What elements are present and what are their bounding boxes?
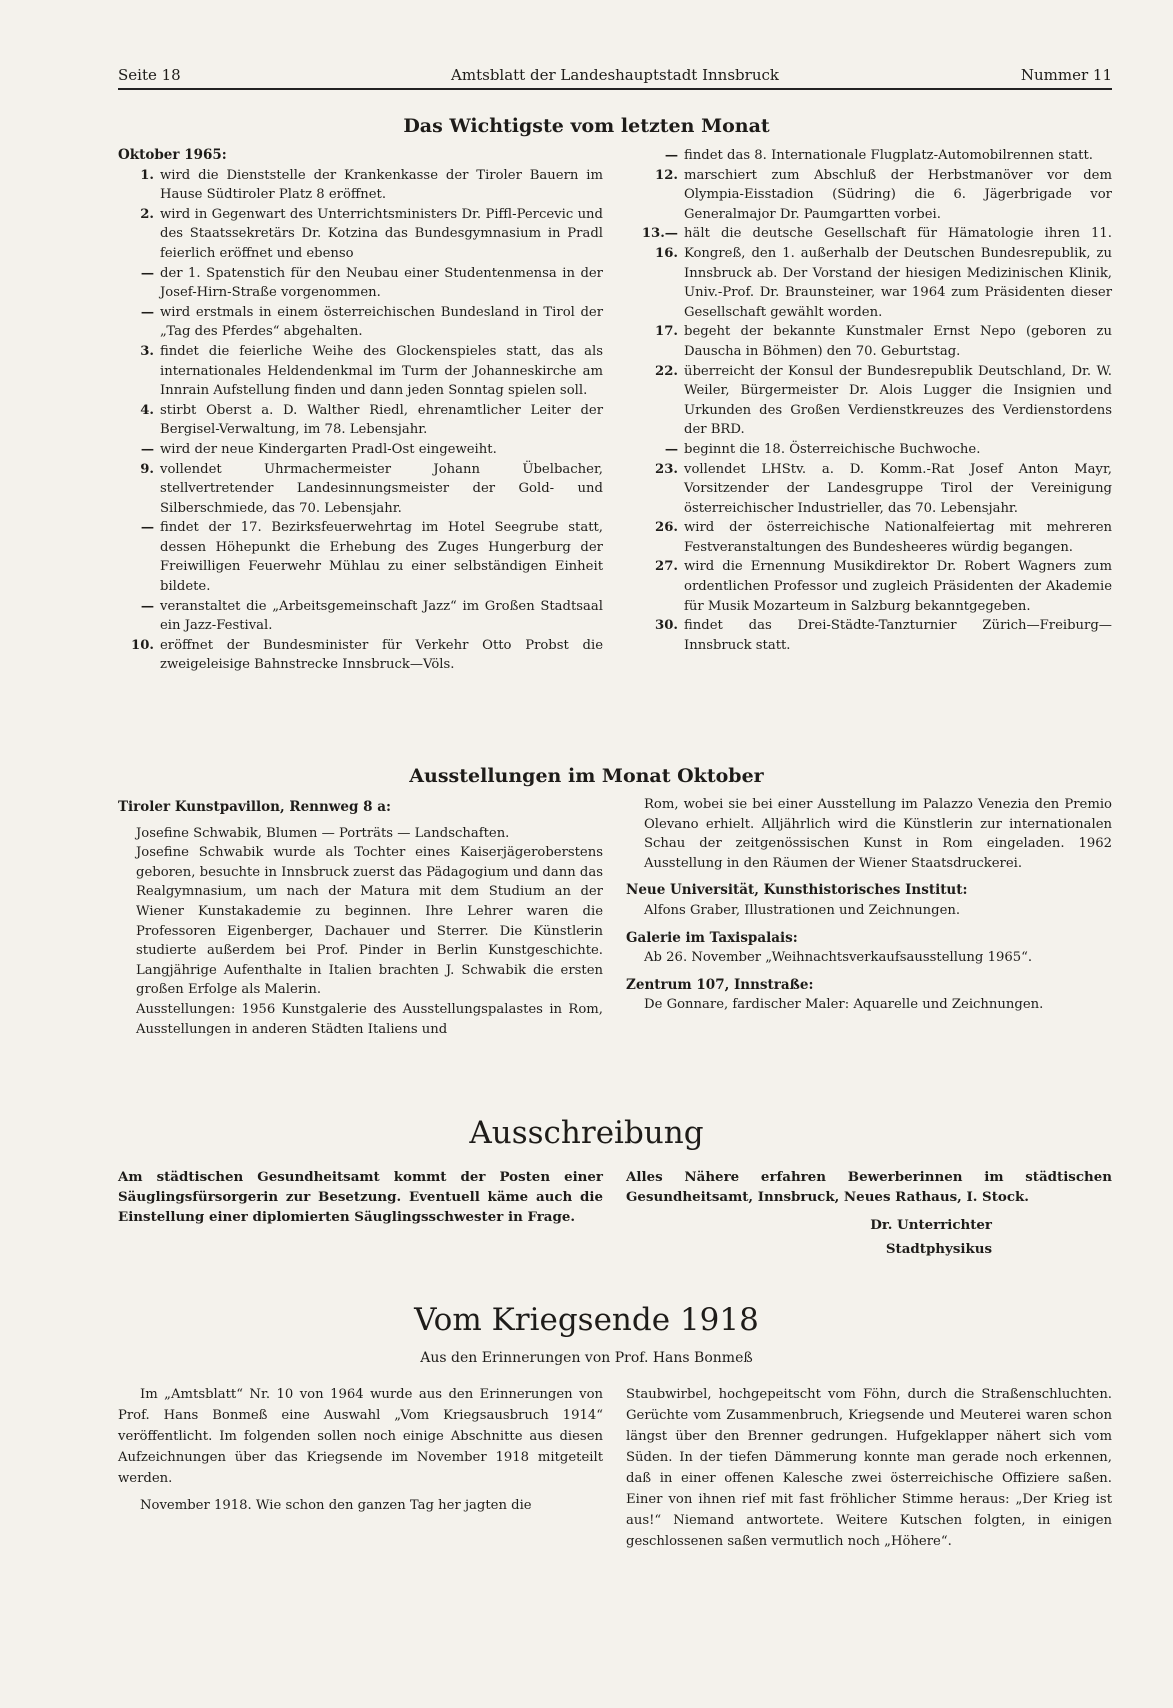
entry-text: marschiert zum Abschluß der Herbstmanöver vor dem Olympia-Eisstadion (Südring) die 6. Jägerbrigade vor Generalmajor Dr. Paumgartten vorbei. [684, 167, 1112, 222]
entry-text: findet das 8. Internationale Flugplatz-Automobilrennen statt. [684, 148, 1093, 163]
news-entry [118, 401, 603, 440]
news-entry [626, 322, 1112, 361]
article-left-column [118, 1384, 603, 1516]
entry-text: vollendet Uhrmachermeister Johann Übelbacher, stellvertretender Landesinnungsmeister der Gold- und Silberschmiede, das 70. Lebensjahr. [160, 461, 603, 516]
announcement-left: Am städtischen Gesundheitsamt kommt der Posten einer Säuglingsfürsorgerin zur Besetzung. Eventuell käme auch die Einstellung einer diplomierten Säuglingsschwester in Frage. [118, 1169, 603, 1225]
entry-text: überreicht der Konsul der Bundesrepublik Deutschland, Dr. W. Weiler, Bürgermeister Dr. Alois Lugger die Insignien und Urkunden des Großen Verdienstkreuzes des Verdienstordens der BRD. [684, 363, 1112, 438]
entry-text: wird erstmals in einem österreichischen Bundesland in Tirol der „Tag des Pferdes“ abgehalten. [160, 304, 603, 340]
news-entry [118, 440, 603, 460]
entry-date: — [664, 441, 678, 457]
news-entry [118, 342, 603, 401]
news-entry [626, 440, 1112, 460]
article-subtitle: Aus den Erinnerungen von Prof. Hans Bonmeß [420, 1350, 753, 1366]
paragraph: Ausstellungen: 1956 Kunstgalerie des Ausstellungspalastes in Rom, Ausstellungen in anderen Städten Italiens und [136, 1001, 603, 1037]
announcement-text: Alles Nähere erfahren Bewerberinnen im städtischen Gesundheitsamt, Innsbruck, Neues Rathaus, I. Stock. [626, 1169, 1112, 1205]
entry-text: der 1. Spatenstich für den Neubau einer Studentenmensa in der Josef-Hirn-Straße vorgenommen. [160, 265, 603, 301]
news-entry [118, 303, 603, 342]
entry-text: findet der 17. Bezirksfeuerwehrtag im Hotel Seegrube statt, dessen Höhepunkt die Erhebung des Zuges Hungerburg der Freiwilligen Feuerwehr Mühlau zu einer selbständigen Einheit bildete. [160, 520, 603, 595]
entry-date: — [140, 441, 154, 457]
page-header [118, 66, 1112, 90]
section-title-announcement: Ausschreibung [469, 1115, 704, 1151]
announcement-right [626, 1167, 1112, 1259]
paragraph: Josefine Schwabik wurde als Tochter eines Kaiserjägeroberstens geboren, besuchte in Innsbruck zuerst das Pädagogium und dann das Realgymnasium, um nach der Matura mit dem Studium an der Wiener Kunstakademie zu beginnen. Ihre Lehrer waren die Professoren Eigenberger, Dachauer und Sterrer. Die Künstlerin studierte außerdem bei Prof. Pinder in Berlin Kunstgeschichte. Langjährige Aufenthalte in Italien brachten J. Schwabik die ersten großen Erfolge als Malerin. [136, 845, 603, 998]
entry-date: 30. [655, 618, 678, 634]
entry-date: 1. [140, 167, 154, 183]
paragraph: Im „Amtsblatt“ Nr. 10 von 1964 wurde aus den Erinnerungen von Prof. Hans Bonmeß eine Auswahl „Vom Kriegsausbruch 1914“ veröffentlicht. Im folgenden sollen noch einige Abschnitte aus diesen Aufzeichnungen über das Kriegsende im November 1918 mitgeteilt werden. [118, 1387, 603, 1486]
venue-text: Ab 26. November „Weihnachtsverkaufsausstellung 1965“. [644, 950, 1033, 966]
entry-text: wird die Dienststelle der Krankenkasse der Tiroler Bauern im Hause Südtiroler Platz 8 eröffnet. [160, 167, 603, 203]
news-entry [626, 616, 1112, 655]
news-entries-left [118, 166, 603, 675]
entry-text: hält die deutsche Gesellschaft für Hämatologie ihren 11. Kongreß, den 1. außerhalb der Deutschen Bundesrepublik, zu Innsbruck ab. Der Vorstand der hiesigen Medizinischen Klinik, Univ.-Prof. Dr. Braunsteiner, war 1964 zum Präsidenten dieser Gesellschaft gewählt worden. [684, 226, 1112, 320]
entry-date: 26. [655, 520, 678, 536]
entry-date: — [140, 265, 154, 281]
entry-date: 17. [655, 324, 678, 340]
entry-date: 12. [655, 167, 678, 183]
news-entry [118, 166, 603, 205]
entry-date: 2. [140, 206, 154, 222]
venue-heading: Zentrum 107, Innstraße: [626, 976, 814, 993]
news-entries-right [626, 146, 1112, 655]
signature-title: Stadtphysikus [885, 1241, 992, 1257]
news-entry [626, 224, 1112, 322]
news-entry [118, 636, 603, 675]
news-left-column [118, 146, 603, 675]
entry-date: 13.—16. [641, 226, 678, 261]
entry-date: — [140, 520, 154, 536]
exhibitions-left-column [118, 795, 603, 1039]
venue-heading: Neue Universität, Kunsthistorisches Institut: [626, 882, 968, 899]
entry-text: vollendet LHStv. a. D. Komm.-Rat Josef Anton Mayr, Vorsitzender der Landesgruppe Tirol der Vereinigung österreichischer Industrieller, das 70. Lebensjahr. [684, 461, 1112, 516]
entry-text: wird die Ernennung Musikdirektor Dr. Robert Wagners zum ordentlichen Professor und zugleich Präsidenten der Akademie für Musik Mozarteum in Salzburg bekanntgegeben. [684, 559, 1112, 614]
news-right-column [626, 146, 1112, 655]
issue-number: Nummer 11 [1020, 66, 1112, 84]
venue-heading: Galerie im Taxispalais: [626, 929, 798, 946]
paragraph: Josefine Schwabik, Blumen — Porträts — Landschaften. [136, 825, 510, 841]
venue-text: Alfons Graber, Illustrationen und Zeichnungen. [644, 902, 961, 918]
paragraph: November 1918. Wie schon den ganzen Tag her jagten die [140, 1498, 532, 1513]
entry-date: 27. [655, 559, 678, 575]
entry-text: findet das Drei-Städte-Tanzturnier Zürich—Freiburg—Innsbruck statt. [684, 618, 1112, 653]
news-entry [626, 362, 1112, 440]
journal-title: Amtsblatt der Landeshauptstadt Innsbruck [451, 66, 779, 84]
entry-date: — [664, 148, 678, 163]
entry-date: 4. [140, 402, 154, 418]
venue-heading: Tiroler Kunstpavillon, Rennweg 8 a: [118, 799, 391, 815]
news-entry [626, 518, 1112, 557]
entry-text: beginnt die 18. Österreichische Buchwoche. [684, 441, 981, 457]
entry-date: — [140, 598, 154, 614]
news-entry [118, 518, 603, 596]
section-title-news: Das Wichtigste vom letzten Monat [403, 115, 770, 137]
signature-name: Dr. Unterrichter [870, 1217, 992, 1233]
entry-text: veranstaltet die „Arbeitsgemeinschaft Jazz“ im Großen Stadtsaal ein Jazz-Festival. [160, 598, 603, 634]
entry-text: eröffnet der Bundesminister für Verkehr Otto Probst die zweigeleisige Bahnstrecke Innsbruck—Völs. [160, 637, 603, 673]
entry-text: wird der neue Kindergarten Pradl-Ost eingeweiht. [160, 441, 497, 457]
article-right-column: Staubwirbel, hochgepeitscht vom Föhn, durch die Straßenschluchten. Gerüchte vom Zusammenbruch, Kriegsende und Meuterei waren schon längst über den Brenner gedrungen. Hufgeklapper nähert sich vom Süden. In der tiefen Dämmerung konnte man gerade noch erkennen, daß in einer offenen Kalesche zwei österreichische Offiziere saßen. Einer von ihnen rief mit fast fröhlicher Stimme heraus: „Der Krieg ist aus!“ Niemand antwortete. Weitere Kutschen folgten, in einigen geschlossenen saßen vermutlich noch „Höhere“. [626, 1387, 1112, 1549]
news-entry [118, 460, 603, 519]
news-entry [118, 264, 603, 303]
news-entry [626, 166, 1112, 225]
entry-date: 9. [140, 461, 154, 477]
entry-date: 22. [655, 363, 678, 379]
section-title-article: Vom Kriegsende 1918 [414, 1302, 759, 1338]
news-entry [118, 597, 603, 636]
section-title-exhibitions: Ausstellungen im Monat Oktober [409, 765, 764, 787]
entry-date: 23. [655, 461, 678, 477]
news-entry [118, 205, 603, 264]
page-number: Seite 18 [118, 66, 181, 84]
entry-date: 3. [140, 343, 154, 359]
entry-text: begeht der bekannte Kunstmaler Ernst Nepo (geboren zu Dauscha in Böhmen) den 70. Geburtstag. [684, 324, 1112, 359]
entry-date: 10. [131, 637, 154, 653]
news-entry [626, 557, 1112, 616]
entry-text: stirbt Oberst a. D. Walther Riedl, ehrenamtlicher Leiter der Bergisel-Verwaltung, im 78. Lebensjahr. [160, 402, 603, 438]
date-heading: Oktober 1965: [118, 147, 227, 163]
entry-text: findet die feierliche Weihe des Glockenspieles statt, das als internationales Heldendenkmal im Turm der Johanneskirche am Innrain Aufstellung finden und dann jeden Sonntag spielen soll. [160, 343, 603, 399]
entry-text: wird der österreichische Nationalfeiertag mit mehreren Festveranstaltungen des Bundesheeres würdig begangen. [684, 520, 1112, 555]
paragraph: Rom, wobei sie bei einer Ausstellung im Palazzo Venezia den Premio Olevano erhielt. Alljährlich wird die Künstlerin zur internationalen Schau der zeitgenössischen Kunst in Rom eingeladen. 1962 Ausstellung in den Räumen der Wiener Staatsdruckerei. [644, 797, 1112, 871]
entry-text: wird in Gegenwart des Unterrichtsministers Dr. Piffl-Percevic und des Staatssekretärs Dr. Kotzina das Bundesgymnasium in Pradl feierlich eröffnet und ebenso [160, 206, 603, 261]
entry-date: — [140, 304, 154, 320]
news-entry [626, 460, 1112, 519]
exhibitions-right-column [626, 795, 1112, 1015]
news-entry [626, 146, 1112, 166]
venue-text: De Gonnare, fardischer Maler: Aquarelle und Zeichnungen. [644, 997, 1044, 1013]
